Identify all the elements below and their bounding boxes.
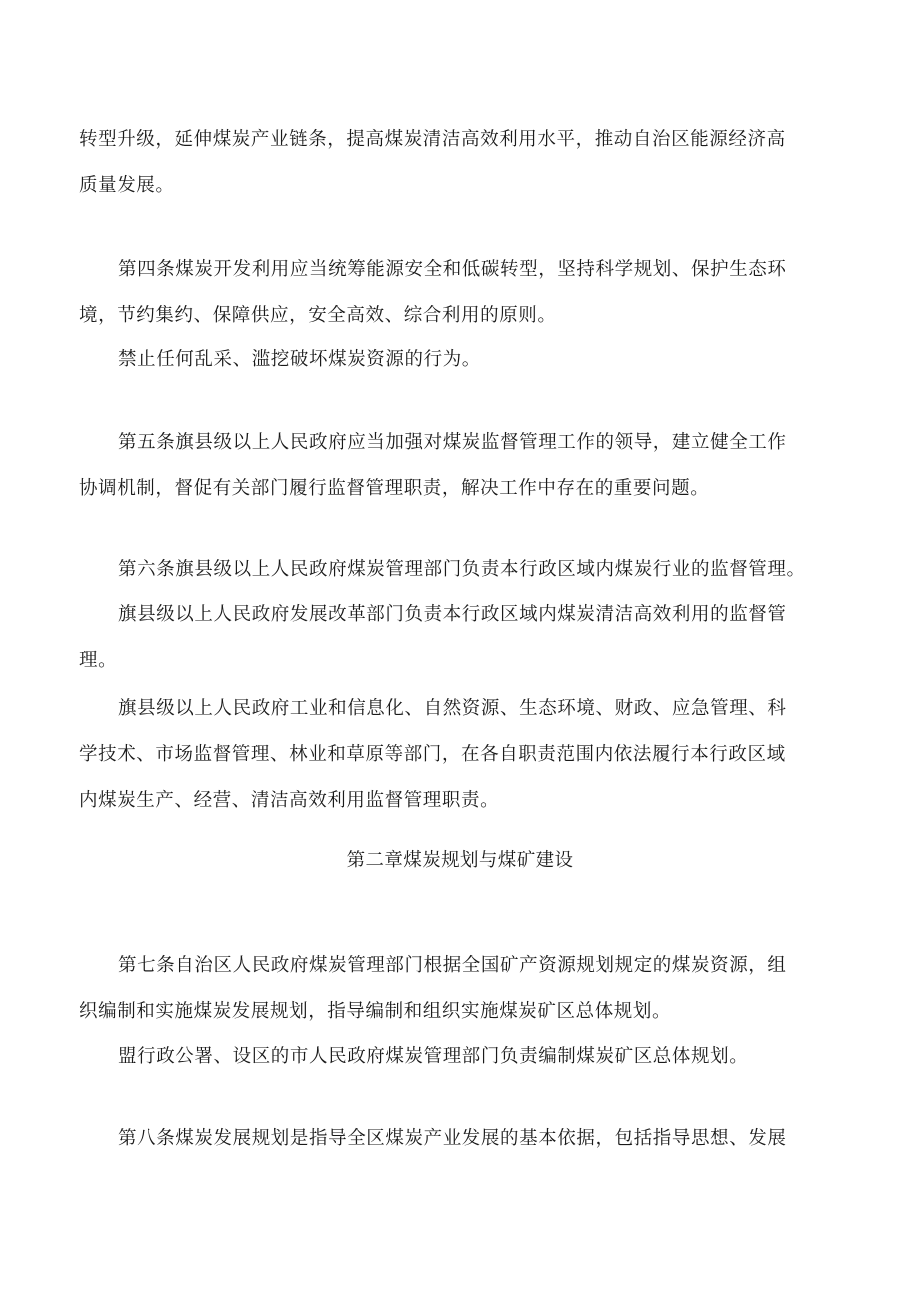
text-line: 学技术、市场监督管理、林业和草原等部门，在各自职责范围内依法履行本行政区域 (79, 744, 786, 765)
text-line: 转型升级，延伸煤炭产业链条，提高煤炭清洁高效利用水平，推动自治区能源经济高 (79, 129, 786, 150)
article-6-line: 第六条旗县级以上人民政府煤炭管理部门负责本行政区域内煤炭行业的监督管理。 (118, 559, 806, 580)
chapter-heading: 第二章煤炭规划与煤矿建设 (346, 850, 574, 871)
article-4-line: 第四条煤炭开发利用应当统筹能源安全和低碳转型，坚持科学规划、保护生态环 (118, 259, 787, 280)
text-line: 质量发展。 (79, 175, 175, 196)
article-5-line: 第五条旗县级以上人民政府应当加强对煤炭监督管理工作的领导，建立健全工作 (118, 432, 787, 453)
text-line: 理。 (79, 650, 118, 671)
text-line: 协调机制，督促有关部门履行监督管理职责，解决工作中存在的重要问题。 (79, 478, 710, 499)
text-line: 旗县级以上人民政府发展改革部门负责本行政区域内煤炭清洁高效利用的监督管 (118, 604, 787, 625)
article-8-line: 第八条煤炭发展规划是指导全区煤炭产业发展的基本依据，包括指导思想、发展 (118, 1128, 787, 1149)
text-line: 内煤炭生产、经营、清洁高效利用监督管理职责。 (79, 790, 500, 811)
text-line: 织编制和实施煤炭发展规划，指导编制和组织实施煤炭矿区总体规划。 (79, 1001, 672, 1022)
text-line: 禁止任何乱采、滥挖破坏煤炭资源的行为。 (118, 349, 481, 370)
text-line: 旗县级以上人民政府工业和信息化、自然资源、生态环境、财政、应急管理、科 (118, 698, 787, 719)
text-line: 盟行政公署、设区的市人民政府煤炭管理部门负责编制煤炭矿区总体规划。 (118, 1046, 749, 1067)
article-7-line: 第七条自治区人民政府煤炭管理部门根据全国矿产资源规划规定的煤炭资源，组 (118, 955, 787, 976)
text-line: 境，节约集约、保障供应，安全高效、综合利用的原则。 (79, 305, 557, 326)
